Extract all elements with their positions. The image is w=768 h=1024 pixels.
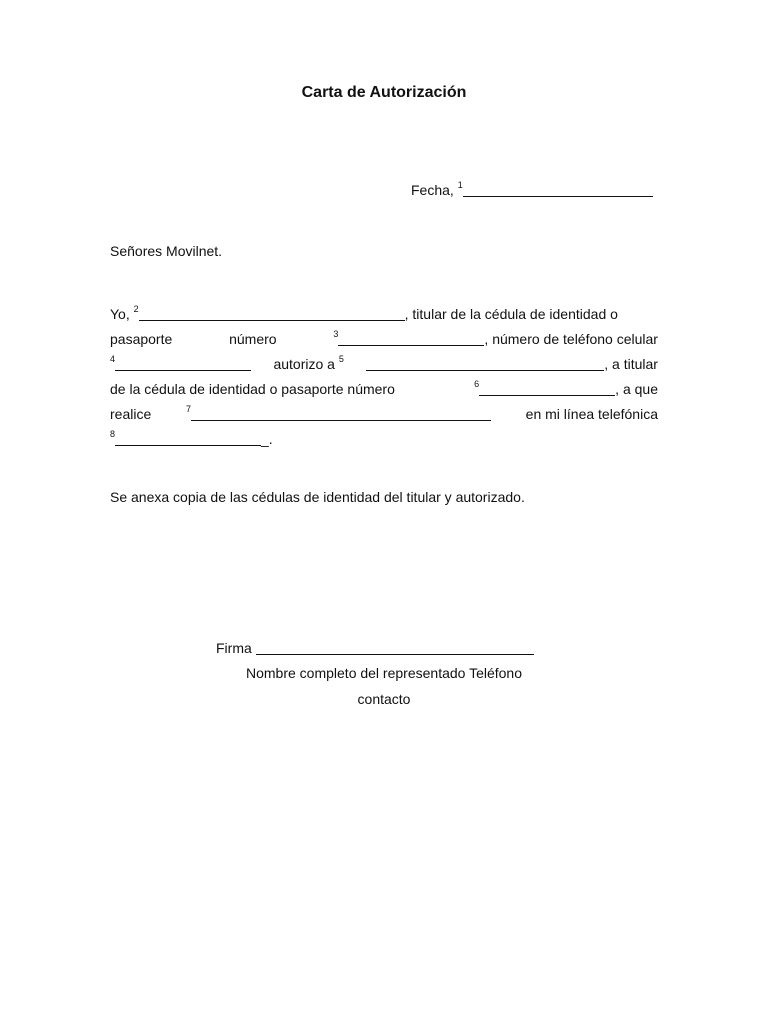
footnote-4: 4: [110, 354, 116, 364]
body-line-6: [110, 431, 658, 447]
signature-contact-label: contacto: [357, 691, 411, 707]
a-que-text: , a que: [615, 381, 658, 397]
firma-label: Firma: [216, 640, 252, 656]
body-line-4: [110, 381, 658, 397]
footnote-7: 7: [185, 404, 191, 414]
autorizo-text: autorizo a: [273, 356, 335, 372]
footnote-5: 5: [338, 354, 344, 364]
authorized-id-blank: [479, 381, 615, 396]
annex-text: Se anexa copia de las cédulas de identidad del titular y autorizado.: [110, 489, 525, 505]
realice-text: realice: [110, 406, 152, 422]
body-line-5: [110, 406, 658, 422]
footnote-6: 6: [474, 379, 480, 389]
numero-telefono-text: , número de teléfono celular: [484, 331, 658, 347]
signature-line: [216, 640, 534, 656]
footnote-2: 2: [133, 304, 139, 314]
numero-text: número: [229, 331, 277, 347]
body-line-1: [110, 306, 658, 322]
action-blank: [191, 406, 491, 421]
date-label: Fecha,: [411, 182, 454, 198]
passport-blank: [338, 331, 484, 346]
name-blank: [139, 306, 405, 321]
document-title: Carta de Autorización: [301, 84, 467, 101]
authorized-name-blank: [366, 356, 604, 371]
footnote-1: 1: [457, 180, 463, 190]
body-line-3: [110, 356, 658, 372]
line-number-blank: [115, 431, 261, 446]
phone-blank: [115, 356, 251, 371]
underscore-tail: _.: [261, 431, 273, 447]
de-la-cedula-text: de la cédula de identidad o pasaporte número: [110, 381, 395, 397]
footnote-8: 8: [110, 429, 116, 439]
greeting: Señores Movilnet.: [110, 243, 223, 259]
footnote-3: 3: [333, 329, 339, 339]
yo-text: Yo,: [110, 306, 130, 322]
signature-blank: [256, 640, 534, 655]
a-titular-text: , a titular: [604, 356, 658, 372]
body-line-2: [110, 331, 658, 347]
titular-cedula-text: , titular de la cédula de identidad o: [404, 306, 618, 322]
en-mi-linea-text: en mi línea telefónica: [525, 406, 658, 422]
date-blank: [463, 182, 653, 197]
date-line: [411, 182, 653, 198]
pasaporte-text: pasaporte: [110, 331, 173, 347]
signature-name-label: Nombre completo del representado Teléfono: [245, 665, 523, 681]
